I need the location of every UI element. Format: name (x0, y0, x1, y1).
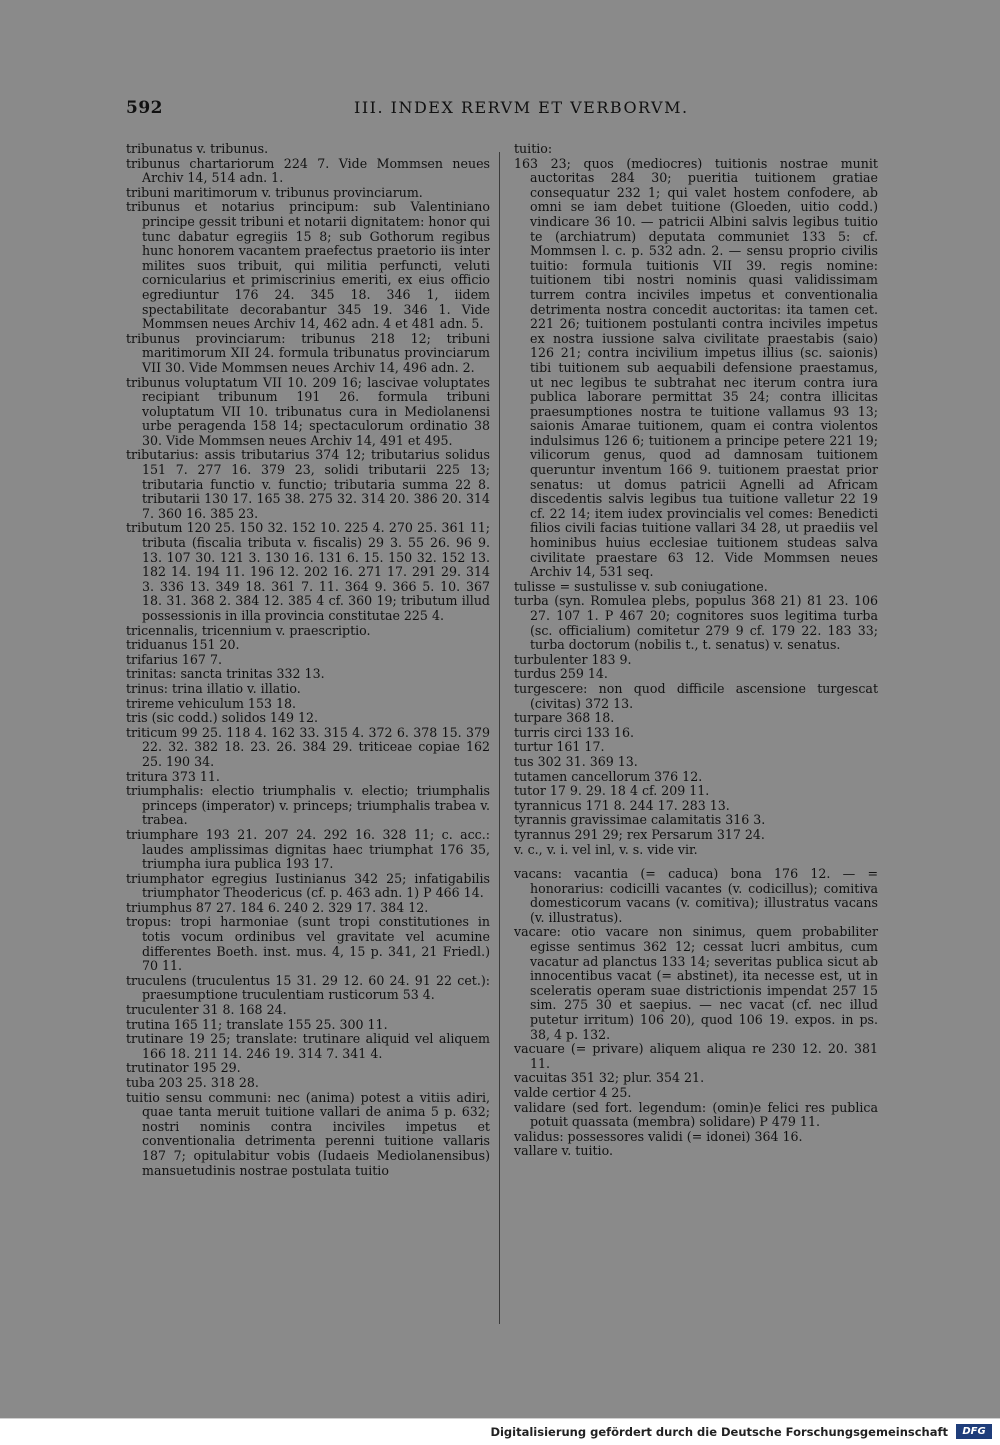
index-entry: tutor 17 9. 29. 18 4 cf. 209 11. (514, 783, 710, 799)
index-entry: v. c., v. i. vel inl, v. s. vide vir. (514, 841, 698, 857)
index-entry: turtur 161 17. (514, 739, 605, 755)
page-number: 592 (126, 98, 163, 118)
index-entry: triumphus 87 27. 184 6. 240 2. 329 17. 384 12. (126, 899, 429, 915)
index-entry: tuitio: (514, 141, 553, 156)
index-entry: tribunus voluptatum VII 10. 209 16; lascivae voluptates recipiant tribunum 191 26. formula tribuni voluptatum VII 10. tribunatus cura in Mediolanensi urbe peragenda 158 14; spectaculorum ordinatio 38 30. Vide Mommsen neues Archiv 14, 491 et 495. (126, 374, 490, 448)
index-entry: tribunus chartariorum 224 7. Vide Mommsen neues Archiv 14, 514 adn. 1. (126, 155, 490, 186)
dfg-logo: DFG (956, 1424, 992, 1439)
index-entry: valde certior 4 25. (514, 1085, 632, 1100)
index-entry: tritura 373 11. (126, 768, 220, 784)
index-entry: turdus 259 14. (514, 666, 608, 682)
index-entry: triumphator egregius Iustinianus 342 25; infatigabilis triumphator Theodericus (cf. p. 463 adn. 1) P 466 14. (126, 870, 490, 901)
index-entry: tropus: tropi harmoniae (sunt tropi constitutiones in totis vocum ordinibus vel gravitate vel acumine differentes Boeth. inst. mus. 4, 15 p. 341, 21 Friedl.) 70 11. (126, 914, 490, 974)
index-entry: vacare: otio vacare non sinimus, quem probabiliter egisse sentimus 362 12; cessat lucri ambitus, cum vacatur ad planctus 133 14; severitas publica sicut ab innocentibus vacat (= abstinet), ita necesse est, ut in sceleratis operam suae districtionis impendat 257 15 sim. 275 30 et saepius. — nec vacat (cf. nec illud putetur irritum) 106 20), quod 106 19. expos. in ps. 38, 4 p. 132. (514, 924, 878, 1042)
index-entry: trutinare 19 25; translate: trutinare aliquid vel aliquem 166 18. 211 14. 246 19. 314 7. 341 4. (126, 1031, 490, 1061)
index-entry: trireme vehiculum 153 18. (126, 695, 297, 711)
index-entry: truculens (truculentus 15 31. 29 12. 60 24. 91 22 cet.): praesumptione truculentiam rusticorum 53 4. (126, 972, 490, 1003)
index-entry: tuba 203 25. 318 28. (126, 1075, 259, 1090)
index-entry: tus 302 31. 369 13. (514, 753, 638, 769)
index-entry: tribunus provinciarum: tribunus 218 12; tribuni maritimorum XII 24. formula tribunatus provinciarum VII 30. Vide Mommsen neues Archiv 14, 496 adn. 2. (126, 330, 490, 375)
index-entry: tribuni maritimorum v. tribunus provinciarum. (126, 184, 423, 200)
page-header (126, 98, 886, 120)
index-entry: truculenter 31 8. 168 24. (126, 1002, 287, 1018)
column-divider (499, 152, 500, 1324)
index-entry: tutamen cancellorum 376 12. (514, 768, 703, 784)
index-entry: triumphare 193 21. 207 24. 292 16. 328 11; c. acc.: laudes amplissimas dignitas haec triumphat 176 35, triumpha iura publica 193 17. (126, 826, 490, 872)
index-entry: turris circi 133 16. (514, 724, 634, 740)
index-entry-continuation: 163 23; quos (mediocres) tuitionis nostrae munit auctoritas 284 30; pueritia tuitionem gratiae consequatur 232 1; qui valet hostem confodere, ab omni se iam debet tuitione (Gloeden, uitio codd.) vindicare 36 10. — patricii Albini salvis legibus tuitio te (archiatrum) deputata communiet 133 5: cf. Mommsen l. c. p. 532 adn. 2. — sensu proprio civilis tuitio: formula tuitionis VII 39. regis nomine: tuitionem tibi nostri nominis quasi validissimam turrem contra inciviles impetus et conventionalia detrimenta nostra concedit auctoritas: ita tamen cet. 221 26; tuitionem postulanti contra inciviles impetus ex nostra iussione salva civilitate praestabis (saio) 126 21; contra incivilium impetus illius (sc. saionis) tibi tuitionem sub aequabili defensione praestamus, ut nec legibus te subtrahat nec iterum contra iura publica laborare permittat 35 24; contra illicitas praesumptiones nostra te tuitione vallamus 93 13; saionis Amarae tuitionem, quam ei contra violentos indulsimus 126 6; tuitionem a principe petere 221 19; vilicorum genus, quod ad damnosam tuitionem queruntur inventum 166 9. tuitionem praestat prior senatus: ut domus patricii Agnelli ad Africam discedentis salvis legibus tua tuitione valletur 22 19 cf. 22 14; item iudex provincialis vel comes: Benedicti filios civili facias tuitione vallari 34 28, ut praediis vel hominibus huius ecclesiae tuitionem studeas salva civilitate praestare 63 12. Vide Mommsen neues Archiv 14, 531 seq. (514, 155, 878, 580)
index-entry: tricennalis, tricennium v. praescriptio. (126, 622, 371, 638)
index-column-left (126, 142, 490, 1178)
index-entry: triumphalis: electio triumphalis v. electio; triumphalis princeps (imperator) v. princeps; triumphalis trabea v. trabea. (126, 783, 490, 828)
index-entry: tribunus et notarius principum: sub Valentiniano principe gessit tribuni et notarii dignitatem: honor qui tunc dabatur egregiis 15 8; sub Gothorum regibus hunc honorem vacantem praefectus praetorio iis inter milites suos tribuit, qui militia perfuncti, veluti cornicularius et primiscrinius emeriti, ex eius officio egrediuntur 176 24. 345 18. 346 1, iidem spectabilitate decorabantur 345 19. 346 1. Vide Mommsen neues Archiv 14, 462 adn. 4 et 481 adn. 5. (126, 199, 490, 332)
index-entry: triticum 99 25. 118 4. 162 33. 315 4. 372 6. 378 15. 379 22. 32. 382 18. 23. 26. 384 29. triticeae copiae 162 25. 190 34. (126, 724, 490, 769)
index-entry: vacuare (= privare) aliquem aliqua re 230 12. 20. 381 11. (514, 1041, 878, 1071)
digitization-footer (0, 1418, 1000, 1445)
index-entry: turba (syn. Romulea plebs, populus 368 21) 81 23. 106 27. 107 1. P 467 20; cognitores suos legitima turba (sc. officialium) comitetur 279 9 cf. 179 22. 183 33; turba doctorum (nobilis t., t. senatus) v. senatus. (514, 593, 878, 653)
index-entry: tributum 120 25. 150 32. 152 10. 225 4. 270 25. 361 11; tributa (fiscalia tributa v. fiscalis) 29 3. 55 26. 96 9. 13. 107 30. 121 3. 130 16. 131 6. 15. 150 32. 152 13. 182 14. 194 11. 196 12. 202 16. 271 17. 291 29. 314 3. 336 13. 349 18. 361 7. 11. 364 9. 366 5. 10. 367 18. 31. 368 2. 384 12. 385 4 cf. 360 19; tributum illud possessionis in illa provincia constitutae 225 4. (126, 520, 490, 623)
digitization-note: Digitalisierung gefördert durch die Deutsche Forschungsgemeinschaft (490, 1425, 948, 1439)
index-entry: tyrannis gravissimae calamitatis 316 3. (514, 812, 766, 828)
index-entry: turgescere: non quod difficile ascensione turgescat (civitas) 372 13. (514, 680, 878, 711)
running-title: III. INDEX RERVM ET VERBORVM. (354, 98, 689, 117)
index-entry: tribunatus v. tribunus. (126, 141, 269, 156)
index-entry: trifarius 167 7. (126, 651, 222, 667)
index-entry: tyrannicus 171 8. 244 17. 283 13. (514, 797, 730, 813)
index-entry: trinus: trina illatio v. illatio. (126, 680, 301, 696)
index-entry: trinitas: sancta trinitas 332 13. (126, 666, 325, 682)
index-entry: validare (sed fort. legendum: (omin)e felici res publica potuit quassata (membra) solidare) P 479 11. (514, 1099, 878, 1130)
index-entry: vacans: vacantia (= caduca) bona 176 12. — = honorarius: codicilli vacantes (v. codicillus); comitiva domesticorum vacans (v. comitiva); illustratus vacans (v. illustratus). (514, 866, 878, 925)
index-entry: tyrannus 291 29; rex Persarum 317 24. (514, 826, 765, 842)
index-entry: trutina 165 11; translate 155 25. 300 11. (126, 1016, 388, 1032)
index-entry: validus: possessores validi (= idonei) 364 16. (514, 1128, 803, 1144)
index-entry: tulisse = sustulisse v. sub coniugatione. (514, 578, 768, 594)
index-column-right (514, 142, 878, 1159)
index-entry: vacuitas 351 32; plur. 354 21. (514, 1070, 705, 1086)
index-entry: turbulenter 183 9. (514, 651, 632, 667)
index-entry: triduanus 151 20. (126, 637, 240, 653)
index-entry: turpare 368 18. (514, 710, 615, 726)
index-entry: tuitio sensu communi: nec (anima) potest a vitiis adiri, quae tanta meruit tuitione vallari de anima 5 p. 632; nostri nominis contra inciviles impetus et conventionalia detrimenta perenni tuitione vallaris 187 7; opitulabitur vobis (Iudaeis Mediolanensibus) mansuetudinis nostrae postulata tuitio (126, 1089, 490, 1178)
index-entry: vallare v. tuitio. (514, 1143, 613, 1159)
index-entry: trutinator 195 29. (126, 1060, 241, 1076)
index-entry: tributarius: assis tributarius 374 12; tributarius solidus 151 7. 277 16. 379 23, solidi tributarii 225 13; tributaria functio v. functio; tributaria summa 22 8. tributarii 130 17. 165 38. 275 32. 314 20. 386 20. 314 7. 360 16. 385 23. (126, 447, 490, 521)
index-entry: tris (sic codd.) solidos 149 12. (126, 710, 318, 726)
